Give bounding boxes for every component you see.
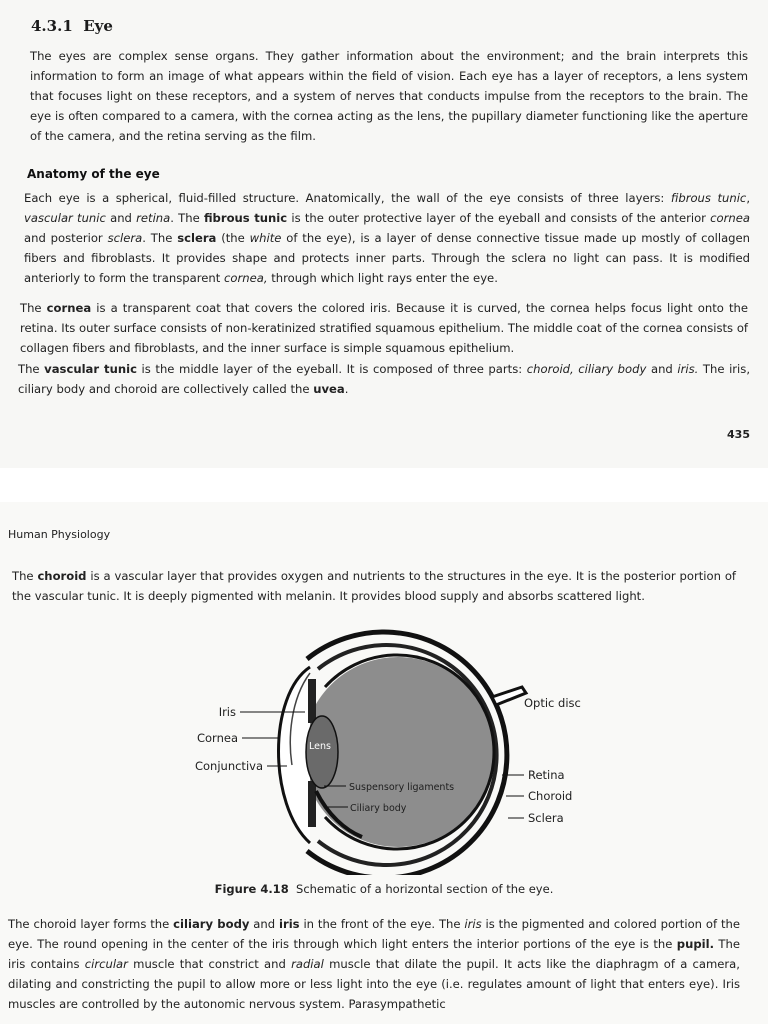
vascular-tunic-paragraph: The vascular tunic is the middle layer of the eyeball. It is composed of three parts: choroid, ciliary body and iris. The iris, ciliary body and choroid are collectively called the uvea. xyxy=(18,362,751,396)
label-retina: Retina xyxy=(528,768,565,782)
figure-caption-text: Schematic of a horizontal section of the eye. xyxy=(296,882,554,896)
running-head: Human Physiology xyxy=(8,528,111,541)
iris-shape-lower xyxy=(308,781,316,827)
label-suspensory-ligaments: Suspensory ligaments xyxy=(349,782,455,793)
label-lens: Lens xyxy=(309,741,331,752)
label-iris: Iris xyxy=(218,705,236,719)
label-ciliary-body: Ciliary body xyxy=(350,803,407,814)
choroid-paragraph: The choroid is a vascular layer that provides oxygen and nutrients to the structures in the eye. It is the posterior portion of the vascular tunic. It is deeply pigmented with melanin. It provides blood supply and absorbs scattered light. xyxy=(12,569,737,603)
optic-nerve xyxy=(492,687,526,705)
anatomy-paragraph: Each eye is a spherical, fluid-filled structure. Anatomically, the wall of the eye consists of three layers: fibrous tunic, vascular tunic and retina. The fibrous tunic is the outer protective layer of the eyeball and consists of the anterior cornea and posterior sclera. The sclera (the white of the eye), is a layer of dense connective tissue made up mostly of collagen fibers and fibroblasts. It provides shape and protects inner parts. Through the sclera no light can pass. It is modified anteriorly to form the transparent cornea, through which light rays enter the eye. xyxy=(24,191,751,285)
label-cornea: Cornea xyxy=(196,731,238,745)
section-title-text: Eye xyxy=(83,17,113,35)
eye-diagram xyxy=(150,605,600,875)
cornea-paragraph: The cornea is a transparent coat that covers the colored iris. Because it is curved, the cornea helps focus light onto the retina. Its outer surface consists of non-keratinized stratified squamous epithelium. The middle coat of the cornea consists of collagen fibers and fibroblasts, and the inner surface is simple squamous epithelium. xyxy=(20,301,748,355)
figure-caption xyxy=(0,882,768,896)
anatomy-heading: Anatomy of the eye xyxy=(27,167,160,181)
label-optic-disc: Optic disc xyxy=(524,696,581,710)
section-number: 4.3.1 xyxy=(31,17,73,35)
page-gap xyxy=(0,468,768,502)
eye-figure xyxy=(150,605,600,875)
lens-shape xyxy=(306,716,338,788)
page-number: 435 xyxy=(727,428,750,441)
label-sclera: Sclera xyxy=(528,811,564,825)
label-conjunctiva: Conjunctiva xyxy=(194,759,263,773)
page-435 xyxy=(0,0,768,468)
cornea-shape xyxy=(279,667,311,843)
intro-paragraph: The eyes are complex sense organs. They gather information about the environment; and the brain interprets this information to form an image of what appears within the field of vision. Each eye has a layer of receptors, a lens system that focuses light on these receptors, and a system of nerves that conducts impulse from the receptors to the brain. The eye is often compared to a camera, with the cornea acting as the lens, the pupillary diameter functioning like the aperture of the camera, and the retina serving as the film. xyxy=(30,49,748,143)
figure-caption-label: Figure 4.18 xyxy=(214,882,289,896)
label-choroid: Choroid xyxy=(528,789,573,803)
section-title xyxy=(31,17,113,35)
iris-shape xyxy=(308,679,316,723)
ciliary-paragraph: The choroid layer forms the ciliary body and iris in the front of the eye. The iris is the pigmented and colored portion of the eye. The round opening in the center of the iris through which light enters the interior portions of the eye is the pupil. The iris contains circular muscle that constrict and radial muscle that dilate the pupil. It acts like the diaphragm of a camera, dilating and constricting the pupil to allow more or less light into the eye (i.e. regulates amount of light that enters eye). Iris muscles are controlled by the autonomic nervous system. Parasympathetic xyxy=(8,917,740,1011)
